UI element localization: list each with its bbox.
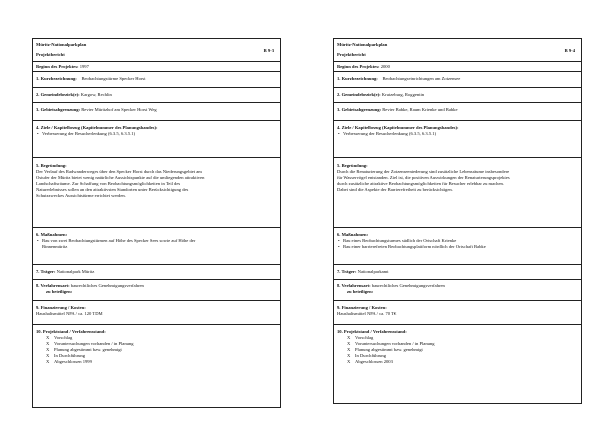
section-10	[334, 325, 581, 366]
section-3-label: 3. Gebietsabgrenzung:	[36, 107, 81, 112]
section-1-value: Beobachtungstürme Specker Horst	[81, 76, 146, 81]
section-8-line2: zu beteiligen:	[46, 288, 73, 294]
section-8-label: 8. Verfahrensart:	[337, 283, 371, 288]
section-3	[33, 103, 280, 121]
list-item: • Bau von zwei Beobachtungstürmen auf Höhe des Specker Sees sowie auf Höhe der Binnenmüritz	[37, 237, 196, 249]
section-9-value: Haushaltsmittel NPA / ca. 70 T€	[337, 310, 397, 316]
section-7	[334, 265, 581, 280]
project-report-b9-3	[32, 38, 281, 408]
section-9-value: Haushaltsmittel NPA / ca. 120 TDM	[36, 310, 103, 316]
text-line: Schutzzweckes Aussichtstürme errichtet werden.	[36, 192, 126, 198]
project-start-value: 1997	[79, 63, 89, 69]
text-line: durch zusätzliche attraktive Beobachtungsmöglichkeiten für Besucher erlebbar zu machen.	[337, 180, 504, 186]
status-item: X Abgeschlossen 1999	[46, 358, 92, 364]
section-6-label: 6. Maßnahmen:	[36, 232, 68, 237]
section-8	[334, 280, 581, 301]
status-item: X Planung abgestimmt bzw. genehmigt	[46, 346, 122, 352]
section-2-value: Kargow, Rechlin	[80, 92, 112, 97]
section-3-label: 3. Gebietsabgrenzung:	[337, 107, 382, 112]
text-line: Durch die Renaturierung der Zotzenseeniederung sind zusätzliche Lebensräume insbesondere	[337, 168, 510, 174]
section-6	[33, 228, 280, 265]
section-4-label: 4. Ziele / Kapitelbezug (Kapitelnummer des Planungsbandes):	[36, 125, 158, 130]
section-9	[334, 301, 581, 325]
section-5	[33, 158, 280, 228]
status-item: X Vorschlag	[347, 334, 374, 340]
section-6	[334, 228, 581, 265]
section-1	[334, 72, 581, 88]
report-header	[33, 39, 280, 62]
section-2-value: Krutzeburg, Roggentin	[381, 92, 425, 97]
section-7-value: Nationalpark Müritz	[56, 269, 95, 274]
project-start	[334, 62, 581, 72]
text-line: Naturerlebnisses sollen an den attraktivsten Standorten unter Berücksichtigung des	[36, 186, 189, 192]
text-line: Der Verlauf des Radwanderweges über den Specker Horst durch das Niederungsgebiet am	[36, 168, 202, 174]
section-2	[334, 88, 581, 103]
section-1-value: Beobachtungseinrichtungen am Zotzensee	[382, 76, 461, 81]
section-9-label: 9. Finanzierung / Kosten:	[337, 305, 387, 310]
section-5-label: 5. Begründung:	[337, 163, 368, 168]
section-3	[334, 103, 581, 121]
section-8	[33, 280, 280, 301]
project-start	[33, 62, 280, 72]
section-2-label: 2. Gemeindebezirk(e):	[337, 92, 381, 97]
status-item: X Abgeschlossen 2003	[347, 358, 393, 364]
section-5-label: 5. Begründung:	[36, 163, 67, 168]
status-item: X Voruntersuchungen vorhanden / in Planung	[347, 340, 435, 346]
section-7	[33, 265, 280, 280]
section-3-value: Revier Müritzhof am Specker Horst Weg	[81, 107, 157, 112]
section-8-label: 8. Verfahrensart:	[36, 283, 70, 288]
section-2	[33, 88, 280, 103]
text-line: für Wasservögel entstanden. Ziel ist, die positiven Auswirkungen der Renaturierungsprojektes	[337, 174, 510, 180]
section-2-label: 2. Gemeindebezirk(e):	[36, 92, 80, 97]
project-start-label: Beginn des Projektes:	[36, 63, 79, 69]
section-4-label: 4. Ziele / Kapitelbezug (Kapitelnummer des Planungsbandes):	[337, 125, 459, 130]
status-item: X Voruntersuchungen vorhanden / in Planung	[46, 340, 134, 346]
status-item: X Vorschlag	[46, 334, 73, 340]
section-7-label: 7. Träger:	[36, 269, 56, 274]
report-code: B 9-4	[564, 48, 575, 53]
section-10-label: 10. Projektstand / Verfahrensstand:	[36, 329, 106, 334]
section-7-label: 7. Träger:	[337, 269, 357, 274]
report-type: Projektbericht	[36, 52, 65, 58]
section-8-value: baurechtliches Genehmigungsverfahren	[371, 283, 445, 288]
text-line: Ostufer der Müritz bietet wenig natürliche Aussichtspunkte auf die umliegenden attraktiven	[36, 174, 205, 180]
project-start-label: Beginn des Projektes:	[337, 63, 380, 69]
plan-title: Müritz-Nationalparkplan	[337, 41, 388, 47]
section-9-label: 9. Finanzierung / Kosten:	[36, 305, 86, 310]
section-8-value: baurechtliches Genehmigungsverfahren	[70, 283, 144, 288]
section-1-label: 1. Kurzbezeichnung:	[36, 76, 77, 81]
report-code: B 9-3	[263, 48, 274, 53]
status-item: X Planung abgestimmt bzw. genehmigt	[347, 346, 423, 352]
status-item: X In Durchführung	[347, 352, 386, 358]
section-10	[33, 325, 280, 366]
list-item: • Bau einer barrierefreien Beobachtungsplattform nördlich der Ortschaft Babke	[338, 243, 486, 249]
list-item: • Bau eines Beobachtungsturmes südlich der Ortschaft Krienke	[338, 237, 457, 243]
report-header	[334, 39, 581, 62]
section-3-value: Revier Babke, Raum Krienke und Babke	[382, 107, 458, 112]
section-6-label: 6. Maßnahmen:	[337, 232, 369, 237]
project-start-value: 2000	[380, 63, 390, 69]
project-report-b9-4	[333, 38, 582, 404]
section-7-value: Nationalparkamt	[357, 269, 389, 274]
section-4	[334, 121, 581, 158]
report-type: Projektbericht	[337, 52, 366, 58]
section-9	[33, 301, 280, 325]
text-line: Dabei sind die Aspekte der Barrierefreiheit zu berücksichtigen.	[337, 186, 453, 192]
section-5	[334, 158, 581, 228]
section-1	[33, 72, 280, 88]
section-8-line2: zu beteiligen:	[347, 288, 374, 294]
list-item: • Verbesserung der Besucherlenkung (6.3.5, 6.3.5.1)	[37, 130, 136, 136]
list-item: • Verbesserung der Besucherlenkung (6.3.5, 6.3.5.1)	[338, 130, 437, 136]
section-4	[33, 121, 280, 158]
section-10-label: 10. Projektstand / Verfahrensstand:	[337, 329, 407, 334]
status-item: X In Durchführung	[46, 352, 85, 358]
section-1-label: 1. Kurzbezeichnung:	[337, 76, 378, 81]
plan-title: Müritz-Nationalparkplan	[36, 41, 87, 47]
text-line: Landschaftsräume. Zur Schaffung von Beobachtungsmöglichkeiten in Teil des	[36, 180, 181, 186]
